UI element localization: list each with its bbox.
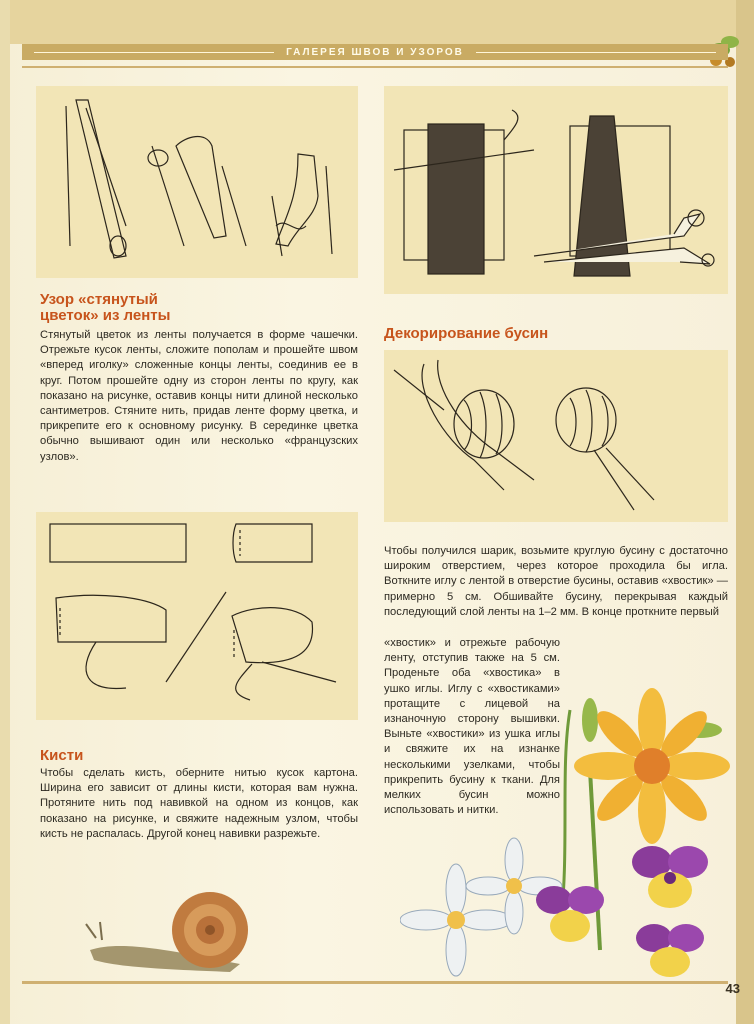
header-rule-left [34,52,274,53]
ribbon-flower-drawing [36,86,358,278]
header-band [22,44,728,60]
page-header-title: ГАЛЕРЕЯ ШВОВ И УЗОРОВ [286,46,464,58]
beads-section-title: Декорирование бусин [384,325,549,342]
tassel-wrap-drawing [384,86,728,294]
left-frame [0,0,10,1024]
top-frame [0,0,754,44]
header-rule-right [476,52,716,53]
tassel-section-title: Кисти [40,747,84,764]
ribbon-flower-illustration [36,86,358,278]
flower-title-line2: цветок» из ленты [40,307,171,324]
snail-embroidery-image [80,880,260,980]
tassel-steps-illustration [36,512,358,720]
flower-section-text: Стянутый цветок из ленты получается в форме чашечки. Отрежьте кусок ленты, сложите пополам и прошейте швом «вперед иголку» сложенные концы ленты, соединив ее в круг. Потом прошейте одну из сторон ленты по кругу, как показано на рисунке, оставив концы нити длиной несколько сантиметров. Стяните нить, придав ленте форму цветка, и прикрепите его к основному рисунку. В серединке цветка обычно вышивают один или несколько «французских узлов». [40,329,358,463]
header-divider [22,66,728,68]
flower-section-title [40,292,340,324]
tassel-wrap-illustration [384,86,728,294]
tassel-section-text: Чтобы сделать кисть, оберните нитью кусок картона. Ширина его зависит от длины кисти, которая вам нужна. Протяните нить под навивкой на одном из концов, как показано на рисунке, и свяжите надежным узлом, чтобы кисть не распалась. Другой конец навивки разрежьте. [40,767,358,840]
right-frame [736,0,754,1024]
page-number: 43 [725,981,740,996]
bead-drawing [384,350,728,522]
bead-illustration [384,350,728,522]
beads-text-column: «хвостик» и отрежьте рабочую ленту, отступив также на 5 см. Проденьте оба «хвостика» в ушко иглы. Иглу с «хвостиками» протащите с лицевой на изнаночную сторону вышивки. Выньте «хвостики» из ушка иглы и свяжите их на изнанке несколькими узелками, чтобы прикрепить бусину к ткани. Для мелких бусин можно использовать и нитки. [384,637,560,817]
flower-title-line1: Узор «стянутый [40,291,158,308]
footer-divider [22,981,728,984]
tassel-steps-drawing [36,512,358,720]
beads-text-top: Чтобы получился шарик, возьмите круглую бусину с достаточно широким отверстием, через которое проходила бы игла. Воткните иглу с лентой в отверстие бусины, оставив «хвостик» — примерно 5 см. Обшивайте бусину, перекрывая каждый последующий слой ленты на 1–2 мм. В конце проткните первый [384,545,728,618]
flower-embroidery-image [400,650,736,990]
